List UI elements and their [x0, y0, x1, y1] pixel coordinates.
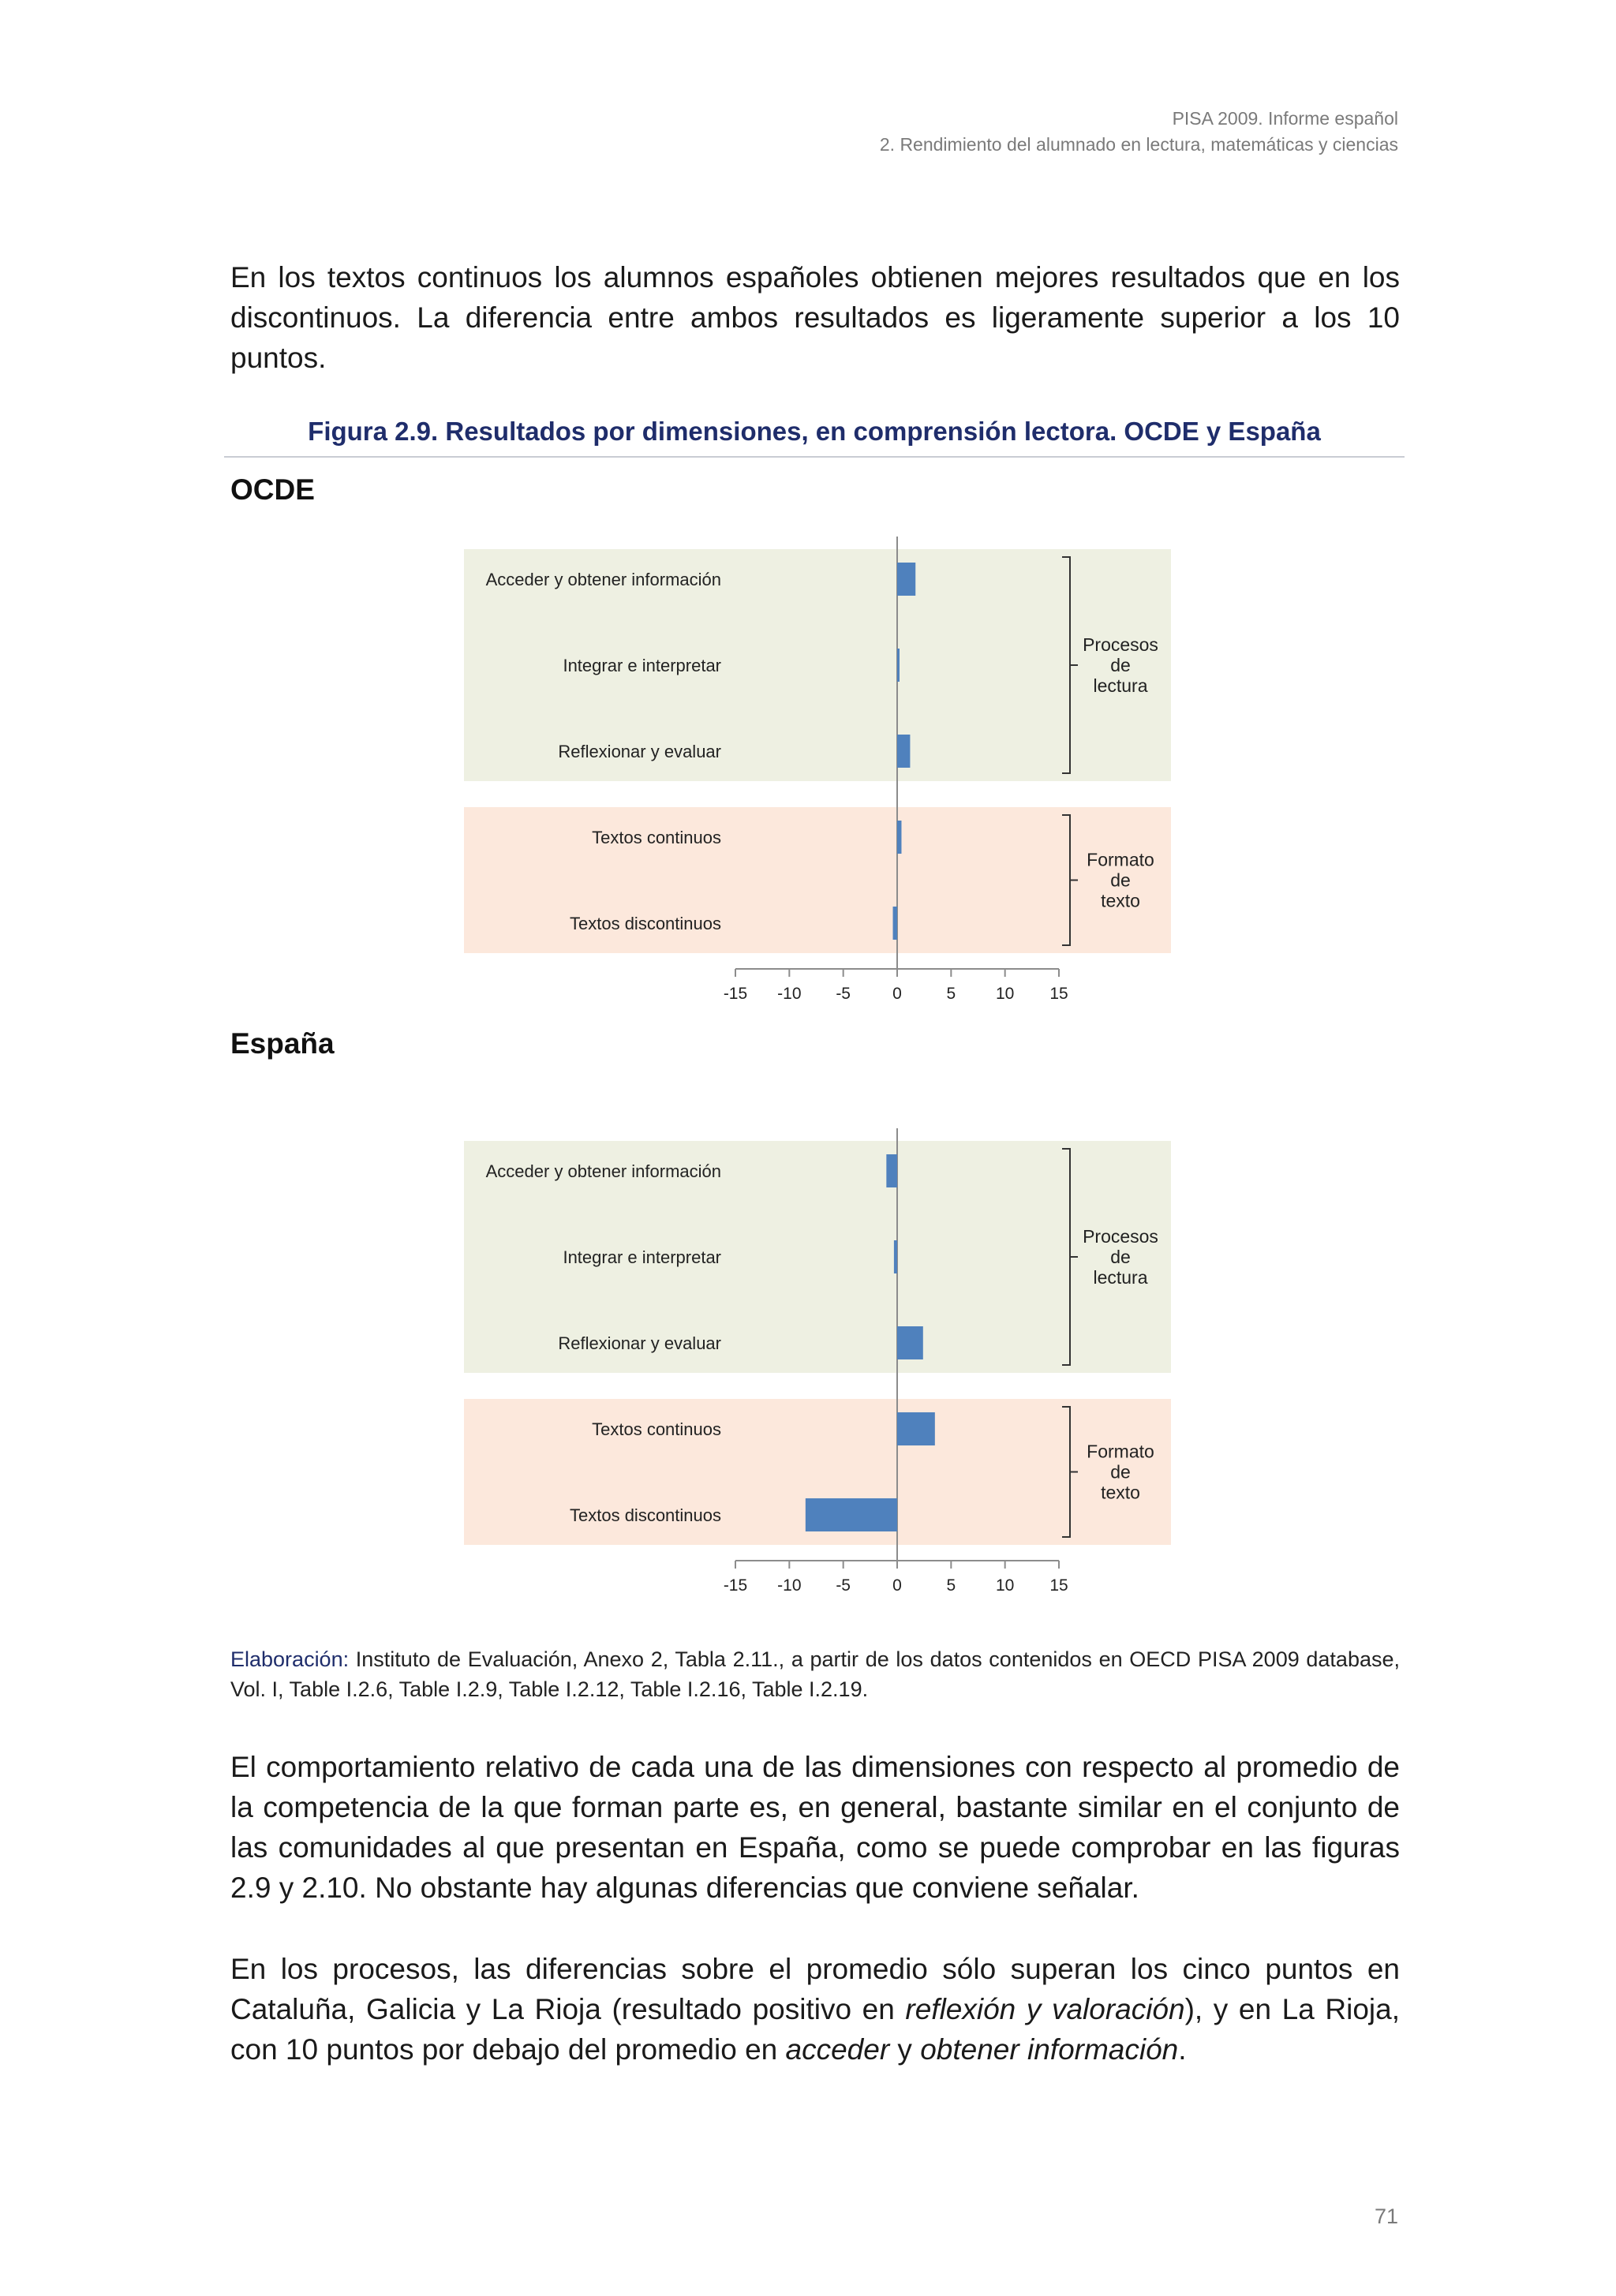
category-label-2: Reflexionar y evaluar — [558, 1333, 721, 1353]
bar-1 — [894, 1240, 897, 1273]
bar-3 — [897, 821, 901, 854]
paragraph-2: El comportamiento relativo de cada una de las dimensiones con respecto al promedio de la competencia de la que forman parte es, en general, bastante similar en el conjunto de las comunidades al que presentan en España, como se puede comprobar en las figuras 2.9 y 2.10. No obstante hay algunas diferencias que conviene señalar. — [230, 1751, 1400, 1904]
bar-2 — [897, 1326, 923, 1359]
category-label-3: Textos continuos — [592, 1419, 721, 1439]
x-tick-label-1: -10 — [777, 985, 802, 1003]
figure-title-rule — [224, 456, 1405, 458]
x-tick-label-2: -5 — [836, 1576, 851, 1595]
paragraph-3-italic3: obtener información — [920, 2033, 1179, 2066]
category-label-1: Integrar e interpretar — [563, 656, 721, 675]
category-label-0: Acceder y obtener información — [485, 570, 721, 589]
figure-title: Figura 2.9. Resultados por dimensiones, en comprensión lectora. OCDE y España — [308, 417, 1321, 446]
running-header-chapter: 2. Rendimiento del alumnado en lectura, matemáticas y ciencias — [879, 134, 1398, 155]
x-tick-label-2: -5 — [836, 985, 851, 1003]
group-label-0-line-0: Procesos — [1083, 634, 1158, 655]
x-tick-label-3: 0 — [892, 1576, 902, 1595]
x-tick-label-3: 0 — [892, 985, 902, 1003]
x-tick-label-6: 15 — [1049, 985, 1068, 1003]
category-label-4: Textos discontinuos — [570, 914, 721, 933]
category-label-2: Reflexionar y evaluar — [558, 742, 721, 761]
paragraph-3-part3: y — [889, 2033, 921, 2066]
figure-source — [230, 1644, 1400, 1704]
group-label-0-line-2: lectura — [1093, 1267, 1148, 1288]
x-tick-label-4: 5 — [946, 1576, 956, 1595]
chart-ocde — [0, 521, 1616, 1010]
category-label-3: Textos continuos — [592, 828, 721, 847]
bar-3 — [897, 1412, 935, 1445]
x-tick-label-5: 10 — [995, 1576, 1015, 1595]
chart-espana — [0, 1112, 1616, 1602]
intro-paragraph: En los textos continuos los alumnos españoles obtienen mejores resultados que en los discontinuos. La diferencia entre ambos resultados es ligeramente superior a los 10 puntos. — [230, 261, 1400, 374]
bar-0 — [886, 1154, 897, 1187]
group-label-1-line-1: de — [1110, 1461, 1131, 1483]
bar-1 — [897, 649, 900, 682]
page-number: 71 — [1374, 2204, 1398, 2228]
running-header-title: PISA 2009. Informe español — [1172, 108, 1398, 129]
paragraph-3-italic1: reflexión y valoración — [905, 1993, 1185, 2025]
category-label-1: Integrar e interpretar — [563, 1247, 721, 1267]
source-label: Elaboración: — [230, 1647, 350, 1671]
x-tick-label-1: -10 — [777, 1576, 802, 1595]
group-label-1-line-0: Formato — [1087, 1441, 1154, 1462]
x-tick-label-0: -15 — [723, 1576, 748, 1595]
bar-2 — [897, 735, 910, 768]
group-label-1-line-0: Formato — [1087, 849, 1154, 870]
paragraph-3-part4: . — [1178, 2033, 1187, 2066]
group-label-0-line-1: de — [1110, 1247, 1131, 1267]
x-tick-label-4: 5 — [946, 985, 956, 1003]
group-label-0-line-2: lectura — [1093, 675, 1148, 696]
x-tick-label-6: 15 — [1049, 1576, 1068, 1595]
bar-0 — [897, 563, 915, 596]
panel-label-ocde: OCDE — [230, 473, 315, 506]
category-label-4: Textos discontinuos — [570, 1505, 721, 1525]
group-label-0-line-0: Procesos — [1083, 1226, 1158, 1247]
group-label-1-line-2: texto — [1101, 1482, 1140, 1503]
x-tick-label-0: -15 — [723, 985, 748, 1003]
group-label-0-line-1: de — [1110, 655, 1131, 675]
group-label-1-line-2: texto — [1101, 890, 1140, 911]
paragraph-3-part2: ), y en La Rioja, con 10 puntos por debajo del promedio en — [230, 1993, 1400, 2066]
x-tick-label-5: 10 — [995, 985, 1015, 1003]
paragraph-3-italic2: acceder — [785, 2033, 890, 2066]
paragraph-3 — [230, 1949, 1400, 2070]
paragraph-3-part1: En los procesos, las diferencias sobre el promedio sólo superan los cinco puntos en Cataluña, Galicia y La Rioja (resultado positivo en — [230, 1953, 1400, 2025]
category-label-0: Acceder y obtener información — [485, 1161, 721, 1181]
bar-4 — [806, 1498, 897, 1531]
group-label-1-line-1: de — [1110, 869, 1131, 891]
panel-label-espana: España — [230, 1027, 335, 1060]
source-text: Instituto de Evaluación, Anexo 2, Tabla 2.11., a partir de los datos contenidos en OECD PISA 2009 database, Vol. I, Table I.2.6, Table I.2.9, Table I.2.12, Table I.2.16, Table I.2.19. — [230, 1647, 1400, 1701]
bar-4 — [893, 907, 897, 940]
